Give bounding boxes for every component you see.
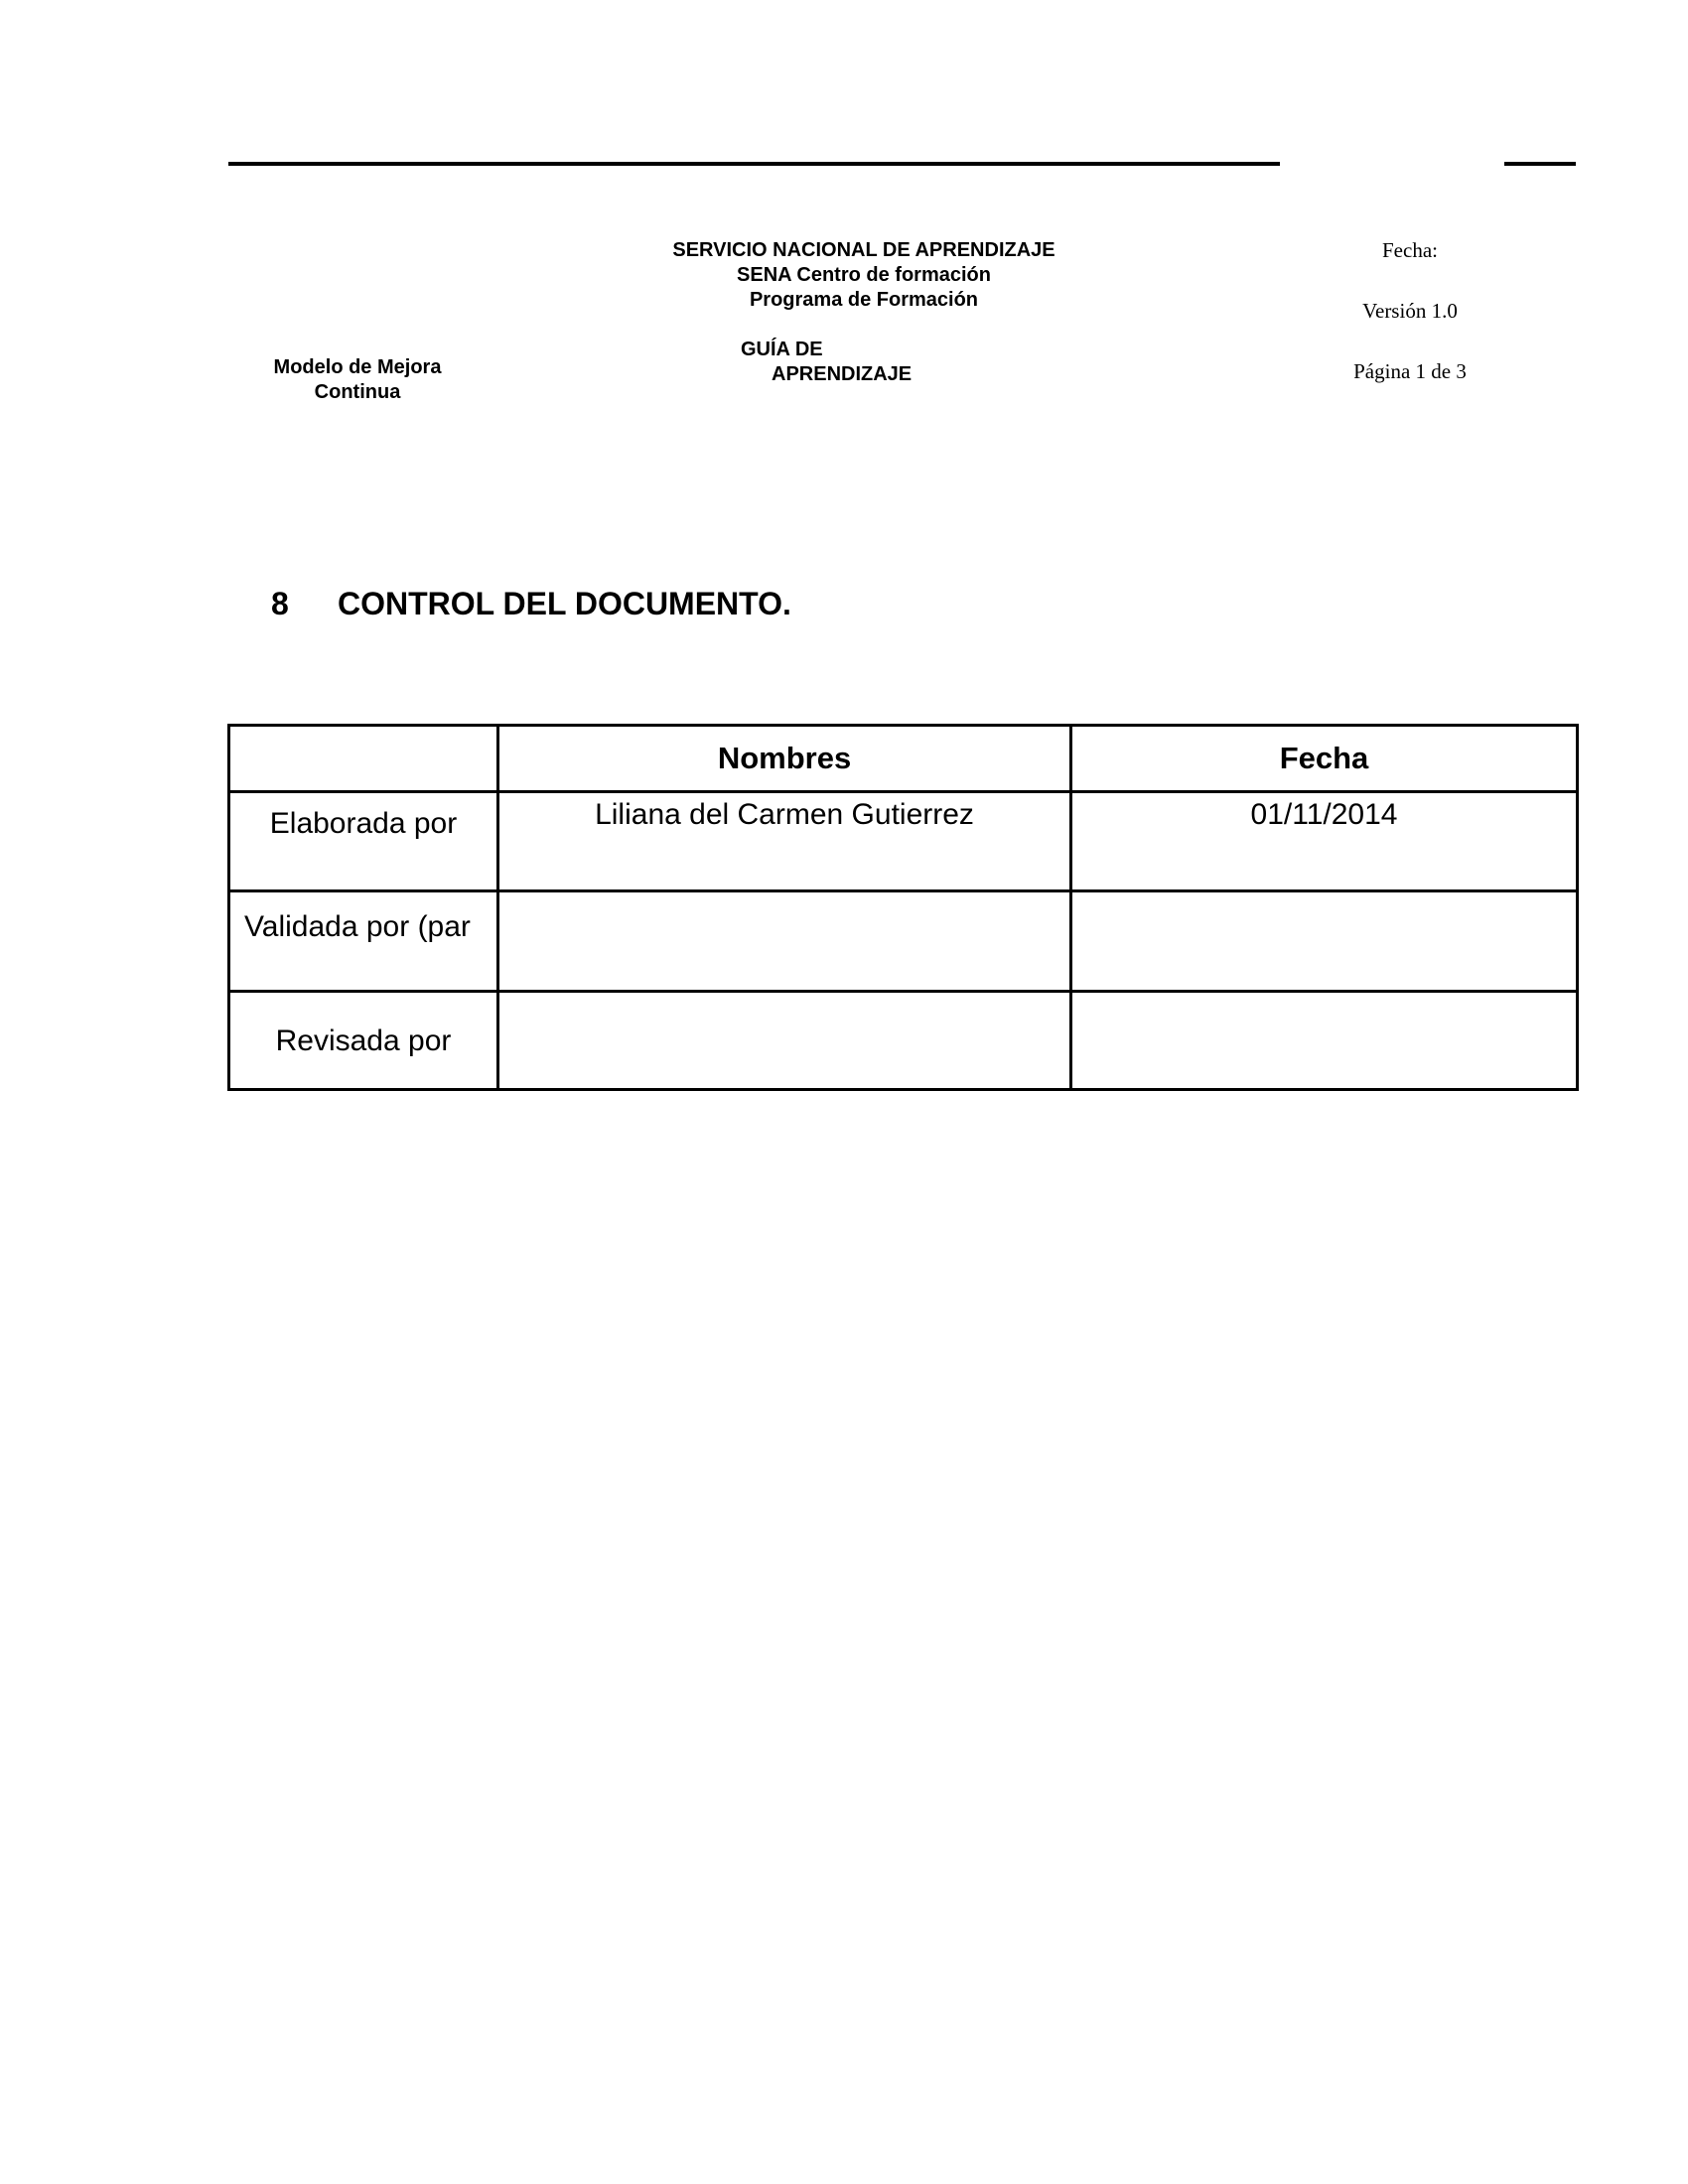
date-cell — [1071, 992, 1578, 1090]
training-program: Programa de Formación — [749, 289, 979, 311]
table-row — [229, 992, 1578, 1090]
row-label: Revisada por — [275, 1024, 452, 1057]
table-row — [229, 792, 1578, 891]
training-center: SENA Centro de formación — [737, 264, 991, 286]
model-label — [238, 355, 477, 405]
reviewer-name — [499, 993, 1069, 998]
row-label-cell — [229, 792, 498, 891]
section-title: CONTROL DEL DOCUMENTO. — [338, 586, 791, 621]
header-version: Versión 1.0 — [1362, 299, 1458, 323]
guide-title-line1: GUÍA DE — [741, 339, 823, 360]
row-label: Elaborada por — [269, 807, 458, 840]
author-name: Liliana del Carmen Gutierrez — [595, 798, 974, 831]
reviewer-date — [1072, 993, 1576, 998]
validator-date — [1072, 892, 1576, 897]
name-cell — [498, 792, 1071, 891]
header-date-label: Fecha: — [1382, 238, 1438, 262]
name-cell — [498, 891, 1071, 992]
validator-name — [499, 892, 1069, 897]
header-page-number: Página 1 de 3 — [1353, 359, 1467, 383]
model-label-line1: Modelo de Mejora — [273, 356, 442, 378]
date-header: Fecha — [1279, 741, 1369, 775]
date-cell — [1071, 792, 1578, 891]
section-number: 8 — [271, 586, 289, 621]
document-control-table — [227, 724, 1579, 1091]
table-header-cell-date — [1071, 726, 1578, 792]
table-header-cell-names — [498, 726, 1071, 792]
guide-title — [741, 338, 912, 387]
row-label-cell — [229, 891, 498, 992]
institution-name: SERVICIO NACIONAL DE APRENDIZAJE — [672, 239, 1055, 261]
section-heading — [271, 584, 791, 623]
header-institution-block — [616, 238, 1112, 313]
table-header-cell-empty — [229, 726, 498, 792]
row-label-cell — [229, 992, 498, 1090]
table-row — [229, 891, 1578, 992]
row-label: Validada por (par — [244, 910, 471, 943]
name-cell — [498, 992, 1071, 1090]
guide-title-line2: APRENDIZAJE — [772, 363, 913, 385]
author-date: 01/11/2014 — [1250, 798, 1398, 831]
date-cell — [1071, 891, 1578, 992]
header-rule-right — [1504, 162, 1576, 166]
model-label-line2: Continua — [314, 381, 401, 403]
table-header-row — [229, 726, 1578, 792]
header-rule-left — [228, 162, 1280, 166]
names-header: Nombres — [717, 741, 852, 775]
